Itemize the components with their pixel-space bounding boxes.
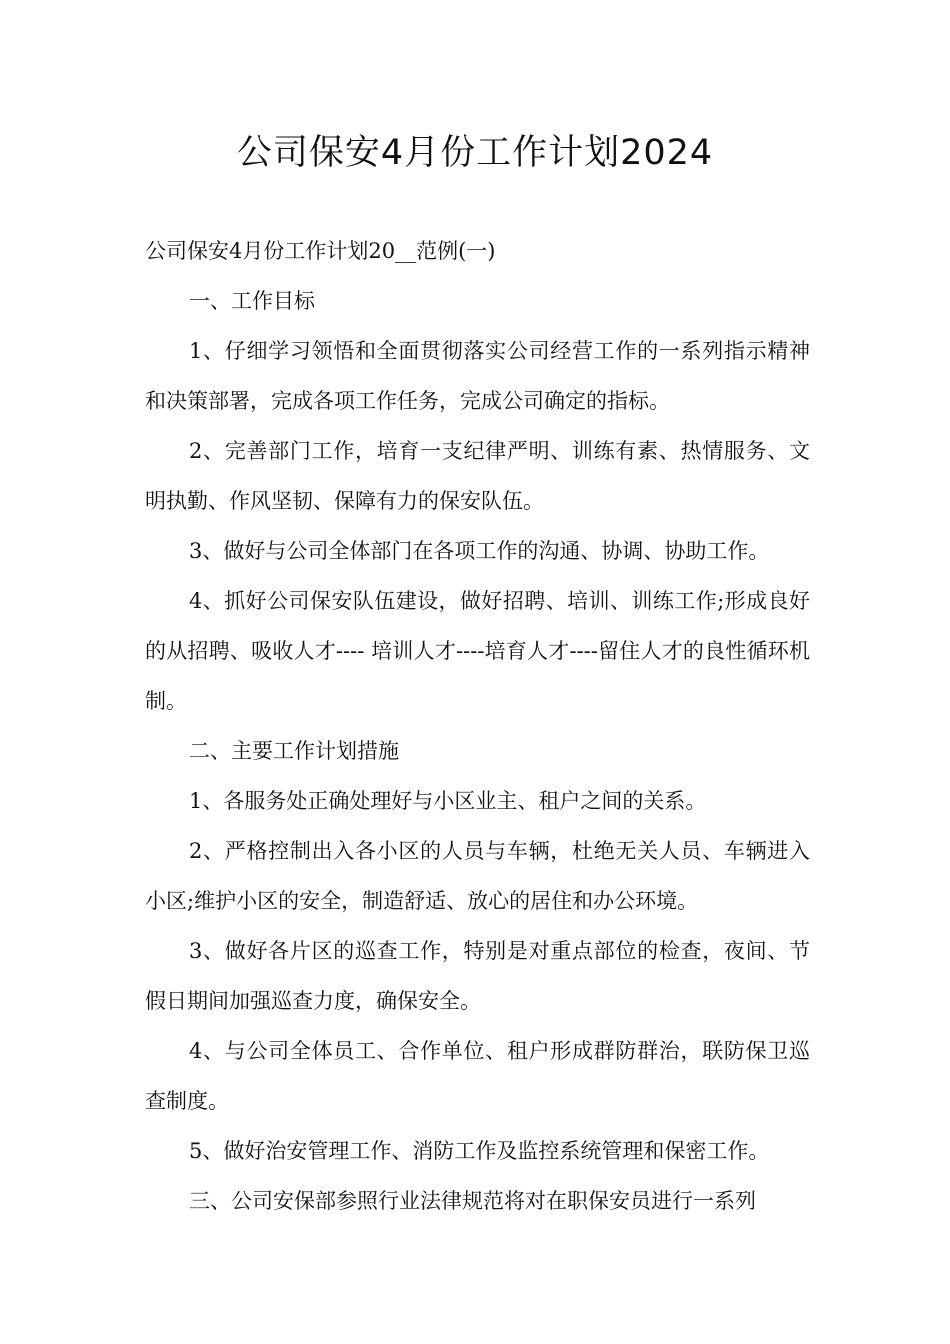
paragraph: 公司保安4月份工作计划20__范例(一) bbox=[145, 239, 496, 263]
document-body bbox=[145, 226, 810, 1226]
paragraph: 4、抓好公司保安队伍建设，做好招聘、培训、训练工作;形成良好的从招聘、吸收人才---- 培训人才----培育人才----留住人才的良性循环机制。 bbox=[145, 589, 810, 713]
paragraph: 1、各服务处正确处理好与小区业主、租户之间的关系。 bbox=[189, 789, 707, 813]
paragraph: 3、做好各片区的巡查工作，特别是对重点部位的检查，夜间、节假日期间加强巡查力度，确保安全。 bbox=[145, 939, 810, 1013]
paragraph: 3、做好与公司全体部门在各项工作的沟通、协调、协助工作。 bbox=[189, 539, 770, 563]
paragraph: 1、仔细学习领悟和全面贯彻落实公司经营工作的一系列指示精神和决策部署，完成各项工作任务，完成公司确定的指标。 bbox=[145, 339, 810, 413]
paragraph: 二、主要工作计划措施 bbox=[189, 739, 399, 763]
paragraph: 2、严格控制出入各小区的人员与车辆，杜绝无关人员、车辆进入小区;维护小区的安全，制造舒适、放心的居住和办公环境。 bbox=[145, 839, 810, 913]
paragraph: 4、与公司全体员工、合作单位、租户形成群防群治，联防保卫巡查制度。 bbox=[145, 1039, 810, 1113]
paragraph: 一、工作目标 bbox=[189, 289, 315, 313]
paragraph: 5、做好治安管理工作、消防工作及监控系统管理和保密工作。 bbox=[189, 1139, 770, 1163]
paragraph: 2、完善部门工作，培育一支纪律严明、训练有素、热情服务、文明执勤、作风坚韧、保障有力的保安队伍。 bbox=[145, 439, 810, 513]
document-title: 公司保安4月份工作计划2024 bbox=[236, 133, 714, 173]
paragraph: 三、公司安保部参照行业法律规范将对在职保安员进行一系列 bbox=[189, 1189, 756, 1213]
